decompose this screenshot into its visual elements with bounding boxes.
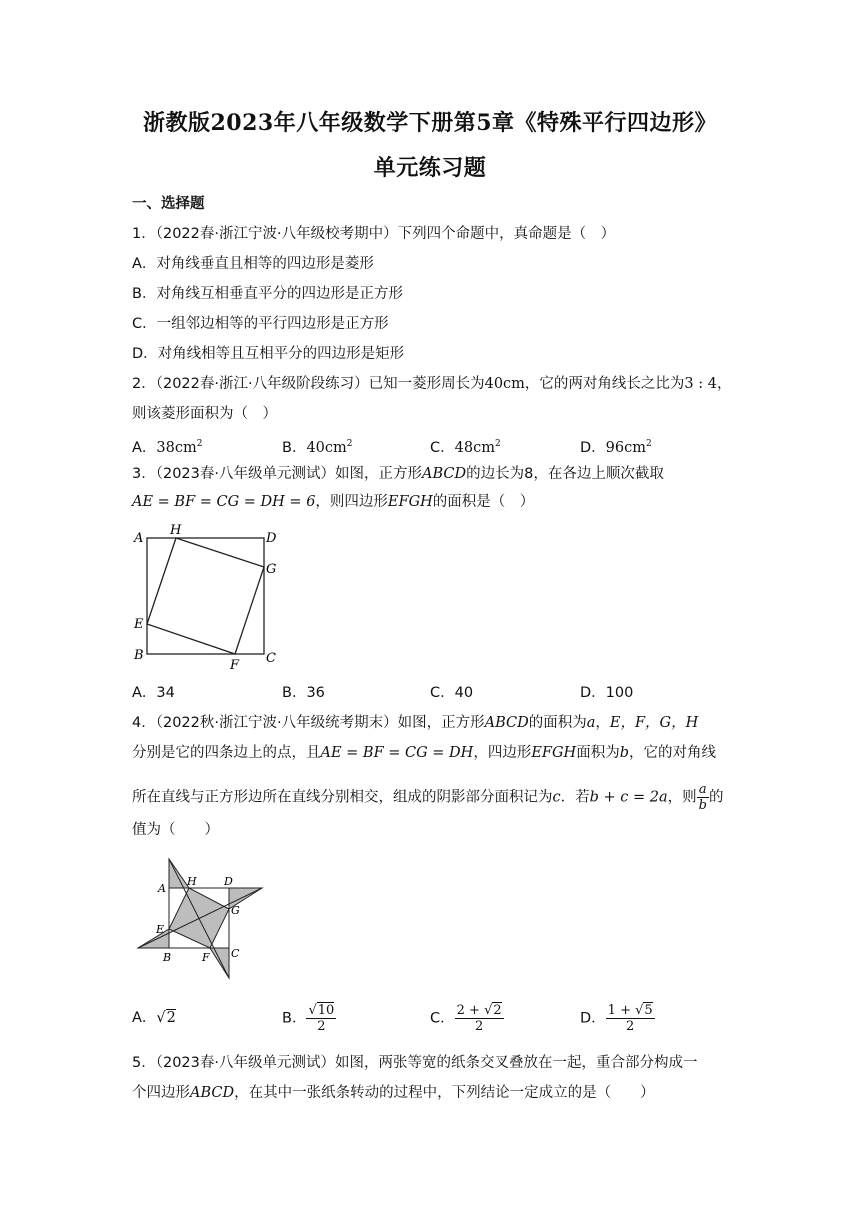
fraction-numerator: 1 + √5 xyxy=(607,1003,653,1018)
label-h: H xyxy=(170,523,182,538)
q3-text-a: 3．（2023春·八年级单元测试）如图，正方形 xyxy=(132,466,422,482)
label-b: B xyxy=(163,951,172,964)
question-3-figure xyxy=(130,520,280,670)
q4-equation: AE = BF = CG = DH xyxy=(320,745,474,761)
question-4-option-c xyxy=(430,1003,504,1034)
shaded-triangle-left xyxy=(138,929,169,948)
option-fraction xyxy=(606,1003,655,1034)
fraction-denominator: b xyxy=(698,798,707,813)
option-exponent: 2 xyxy=(196,439,203,449)
question-4-option-b xyxy=(282,1003,336,1034)
q4-text-3a: 所在直线与正方形边所在直线分别相交，组成的阴影部分面积记为 xyxy=(132,789,553,806)
document-title-line2: 单元练习题 xyxy=(373,155,487,181)
q3-square-name: ABCD xyxy=(421,466,467,482)
fraction-denominator: 2 xyxy=(626,1019,635,1034)
option-label: C． xyxy=(430,1010,455,1027)
question-4-stem-line1 xyxy=(132,713,698,733)
label-b: B xyxy=(134,648,144,663)
label-g: G xyxy=(231,904,240,917)
question-4-stem-line4: 值为（ ） xyxy=(132,822,219,838)
option-label: B． xyxy=(282,1010,307,1027)
label-a: A xyxy=(134,531,144,546)
quadrilateral-efgh xyxy=(147,538,264,654)
option-label: D． xyxy=(580,439,606,456)
q4-text-a: 4．（2022秋·浙江宁波·八年级统考期末）如图，正方形 xyxy=(132,715,485,731)
q3-text-b: ，则四边形 xyxy=(315,494,388,510)
numerator-prefix: 2 + xyxy=(456,1003,485,1018)
question-3-stem-line2 xyxy=(132,492,534,512)
label-c: C xyxy=(266,651,276,666)
label-d: D xyxy=(266,531,277,546)
q3-equation: AE = BF = CG = DH = 6 xyxy=(132,494,316,510)
question-4-stem-line2 xyxy=(132,743,716,763)
question-4-option-a xyxy=(132,1008,176,1028)
q2-text-c: ，它的两对角线长之比为 xyxy=(524,376,685,392)
label-a: A xyxy=(158,882,166,895)
question-2-stem-line1 xyxy=(132,374,731,394)
square-abcd xyxy=(147,538,264,654)
label-h: H xyxy=(187,875,197,888)
question-1-option-c: C．一组邻边相等的平行四边形是正方形 xyxy=(132,316,389,332)
q2-ratio: 3 : 4 xyxy=(684,376,717,392)
question-1-option-a: A．对角线垂直且相等的四边形是菱形 xyxy=(132,256,374,272)
label-e: E xyxy=(156,923,165,936)
q4-comma: ， xyxy=(595,715,610,731)
question-2-stem-line2: 则该菱形面积为（ ） xyxy=(132,406,277,422)
option-value: 38cm xyxy=(156,439,197,456)
option-exponent: 2 xyxy=(646,439,652,449)
document-title-line1: 浙教版2023年八年级数学下册第5章《特殊平行四边形》 xyxy=(142,110,718,136)
q4-text-c: 的面积为 xyxy=(528,715,587,731)
q4-quad-name: EFGH xyxy=(531,745,577,761)
option-value: 48cm xyxy=(454,439,495,456)
q5-text-a: 个四边形 xyxy=(132,1085,190,1101)
question-3-option-b: B．36 xyxy=(282,685,325,701)
question-5-stem-line2 xyxy=(132,1083,655,1103)
option-label: D． xyxy=(580,1010,606,1027)
option-exponent: 2 xyxy=(346,439,353,449)
fraction-denominator: 2 xyxy=(474,1019,484,1034)
question-1-option-b: B．对角线互相垂直平分的四边形是正方形 xyxy=(132,286,403,302)
question-1-option-d: D．对角线相等且互相平分的四边形是矩形 xyxy=(132,346,405,362)
option-label: B． xyxy=(282,439,307,456)
option-label: C． xyxy=(430,439,455,456)
q4-text-3f: 的 xyxy=(708,789,724,806)
radicand: 2 xyxy=(493,1003,502,1018)
option-value: 40cm xyxy=(306,439,347,456)
q5-text-c: ，在其中一张纸条转动的过程中，下列结论一定成立的是（ ） xyxy=(234,1085,655,1101)
label-c: C xyxy=(231,947,240,960)
q4-var-c: c xyxy=(552,789,561,806)
option-value: 96cm xyxy=(605,439,646,456)
q4-text-2a: 分别是它的四条边上的点，且 xyxy=(132,745,321,761)
label-d: D xyxy=(224,875,233,888)
question-4-stem-line3 xyxy=(132,782,723,813)
question-2-option-b xyxy=(282,434,353,458)
q4-fraction-a-over-b xyxy=(697,782,709,813)
label-e: E xyxy=(134,617,144,632)
q3-text-c: 的边长为8，在各边上顺次截取 xyxy=(466,466,664,482)
question-1-stem: 1．（2022春·浙江宁波·八年级校考期中）下列四个命题中，真命题是（ ） xyxy=(132,226,616,242)
question-2-option-d xyxy=(580,434,652,458)
q4-condition: b + c = 2a xyxy=(589,789,668,806)
shaded-triangle-bottom xyxy=(210,948,229,978)
option-exponent: 2 xyxy=(494,439,501,449)
sqrt-symbol: √ xyxy=(156,1010,166,1026)
option-fraction xyxy=(306,1003,336,1034)
question-3-option-c: C．40 xyxy=(430,685,474,701)
question-2-option-a xyxy=(132,434,202,458)
radicand: 2 xyxy=(166,1010,176,1026)
q3-quad-name: EFGH xyxy=(387,494,433,510)
option-label: A． xyxy=(132,1010,157,1026)
label-f: F xyxy=(230,658,240,670)
q4-points: E，F，G，H xyxy=(609,715,699,731)
q2-text-a: 2．（2022春·浙江·八年级阶段练习）已知一菱形周长为 xyxy=(132,376,485,392)
q4-square-name: ABCD xyxy=(484,715,529,731)
numerator-prefix: 1 + xyxy=(607,1003,636,1018)
q4-text-2e: 面积为 xyxy=(576,745,620,761)
fraction-numerator: √10 xyxy=(308,1003,335,1018)
option-label: A． xyxy=(132,439,157,456)
q3-text-d: 的面积是（ ） xyxy=(432,494,535,510)
radicand: 5 xyxy=(644,1003,653,1018)
q4-text-3c: ．若 xyxy=(560,789,590,806)
fraction-denominator: 2 xyxy=(317,1019,326,1034)
q2-perimeter: 40cm xyxy=(484,376,525,392)
q4-text-2c: ，四边形 xyxy=(473,745,532,761)
question-3-option-a: A．34 xyxy=(132,685,175,701)
question-5-stem-line1: 5．（2023春·八年级单元测试）如图，两张等宽的纸条交叉叠放在一起，重合部分构成一 xyxy=(132,1055,698,1071)
radicand: 10 xyxy=(317,1003,335,1018)
option-fraction xyxy=(455,1003,504,1034)
q4-text-2g: ，它的对角线 xyxy=(629,745,716,761)
q4-var-b: b xyxy=(619,745,629,761)
label-g: G xyxy=(266,562,277,577)
section-heading: 一、选择题 xyxy=(132,196,205,212)
question-3-stem-line1 xyxy=(132,464,664,484)
question-2-option-c xyxy=(430,434,501,458)
q4-text-3e: ，则 xyxy=(667,789,697,806)
q5-quad-name: ABCD xyxy=(190,1085,235,1101)
q2-text-e: ， xyxy=(716,376,732,392)
label-f: F xyxy=(202,951,210,964)
shaded-triangle-top xyxy=(169,859,189,888)
fraction-numerator: a xyxy=(697,782,709,798)
q4-var-a: a xyxy=(586,715,596,731)
question-4-option-d xyxy=(580,1003,655,1034)
question-4-figure xyxy=(130,853,270,983)
question-3-option-d: D．100 xyxy=(580,685,634,701)
fraction-numerator: 2 + √2 xyxy=(456,1003,502,1018)
